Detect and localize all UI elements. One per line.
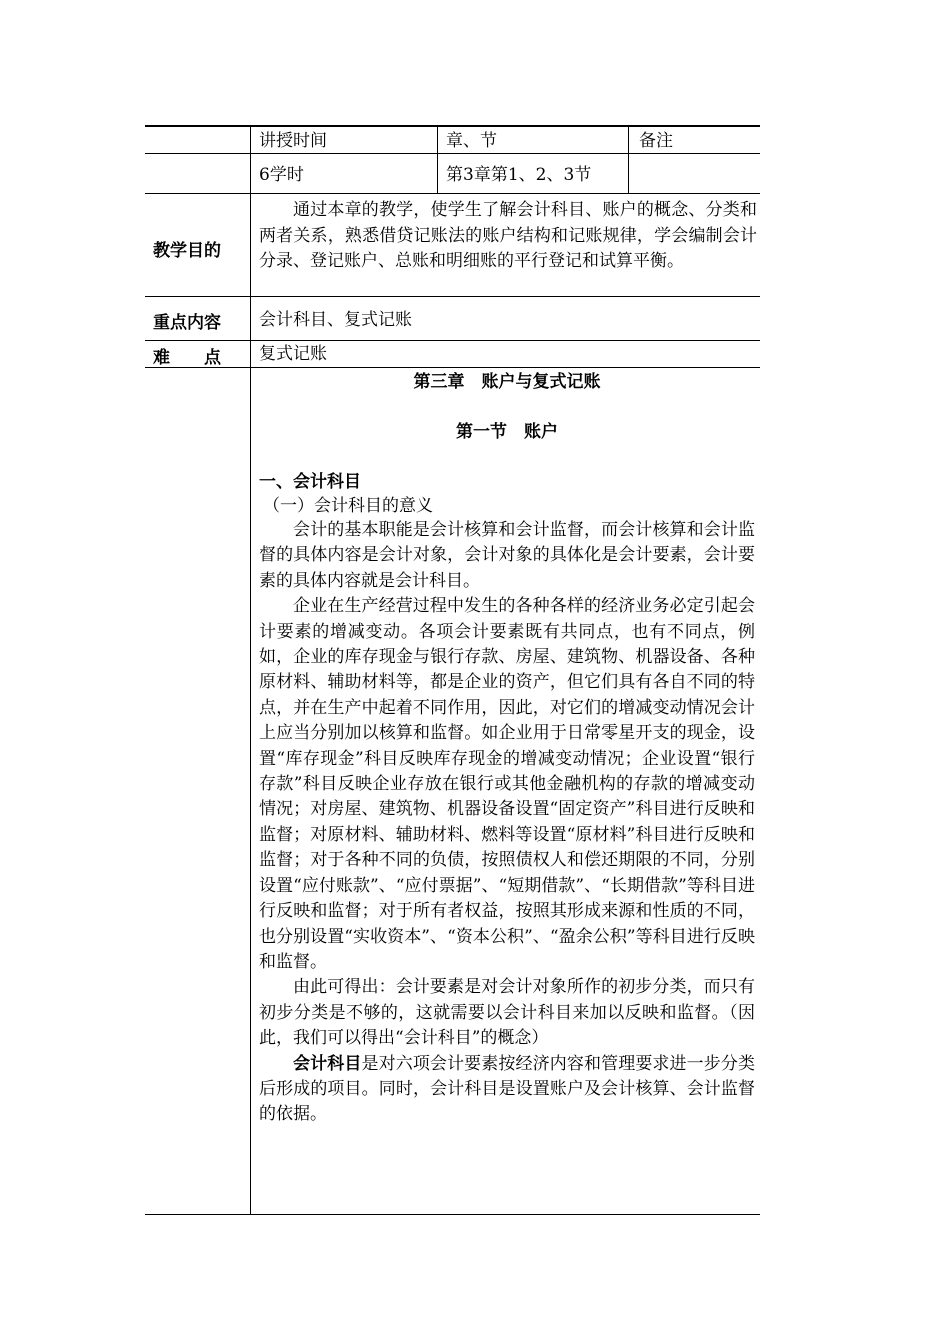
paragraph-1: 会计的基本职能是会计核算和会计监督，而会计核算和会计监督的具体内容是会计对象，会计对象的具体化是会计要素，会计要素的具体内容就是会计科目。 [259,520,755,591]
row-divider [145,340,760,341]
subheading-meaning: （一）会计科目的意义 [263,496,433,516]
row-divider [145,153,760,154]
table-top-border [145,125,760,127]
objective-text: 通过本章的教学，使学生了解会计科目、账户的概念、分类和两者关系，熟悉借贷记账法的账户结构和记账规律，学会编制会计分录、登记账户、总账和明细账的平行登记和试算平衡。 [259,200,757,271]
heading-accounting-subjects: 一、会计科目 [259,472,361,492]
lesson-content [259,370,755,1128]
row-divider [145,367,760,368]
teaching-hours: 6学时 [259,165,304,185]
paragraph-4 [259,1052,755,1128]
row-divider [145,193,760,194]
header-chapter-section: 章、节 [446,131,497,151]
paragraph-4-text: 是对六项会计要素按经济内容和管理要求进一步分类后形成的项目。同时，会计科目是设置账户及会计核算、会计监督的依据。 [259,1053,756,1125]
difficulty-label: 难 点 [153,348,221,368]
objective-label: 教学目的 [153,241,221,261]
header-teaching-time: 讲授时间 [259,131,327,151]
table-bottom-border [145,1214,760,1215]
row-divider [145,296,760,297]
header-remarks: 备注 [639,131,673,151]
key-points-text: 会计科目、复式记账 [259,310,412,330]
difficulty-text: 复式记账 [259,344,327,364]
chapter-sections: 第3章第1、2、3节 [446,165,592,185]
chapter-title: 第三章 账户与复式记账 [413,372,601,392]
column-divider [628,125,629,193]
key-points-label: 重点内容 [153,313,221,333]
column-divider [250,125,251,1215]
paragraph-2: 企业在生产经营过程中发生的各种各样的经济业务必定引起会计要素的增减变动。各项会计要素既有共同点，也有不同点，例如，企业的库存现金与银行存款、房屋、建筑物、机器设备、各种原材料、辅助材料等，都是企业的资产，但它们具有各自不同的特点，并在生产中起着不同作用，因此，对它们的增减变动情况会计上应当分别加以核算和监督。如企业用于日常零星开支的现金，设置“库存现金”科目反映库存现金的增减变动情况；企业设置“银行存款”科目反映企业存放在银行或其他金融机构的存款的增减变动情况；对房屋、建筑物、机器设备设置“固定资产”科目进行反映和监督；对原材料、辅助材料、燃料等设置“原材料”科目进行反映和监督；对于各种不同的负债，按照债权人和偿还期限的不同，分别设置“应付账款”、“应付票据”、“短期借款”、“长期借款”等科目进行反映和监督；对于所有者权益，按照其形成来源和性质的不同，也分别设置“实收资本”、“资本公积”、“盈余公积”等科目进行反映和监督。 [259,596,755,972]
section-title: 第一节 账户 [456,422,558,442]
paragraph-3: 由此可得出：会计要素是对会计对象所作的初步分类，而只有初步分类是不够的，这就需要以会计科目来加以反映和监督。（因此，我们可以得出“会计科目”的概念） [259,977,755,1049]
column-divider [437,125,438,193]
term-accounting-subject: 会计科目 [293,1053,362,1074]
